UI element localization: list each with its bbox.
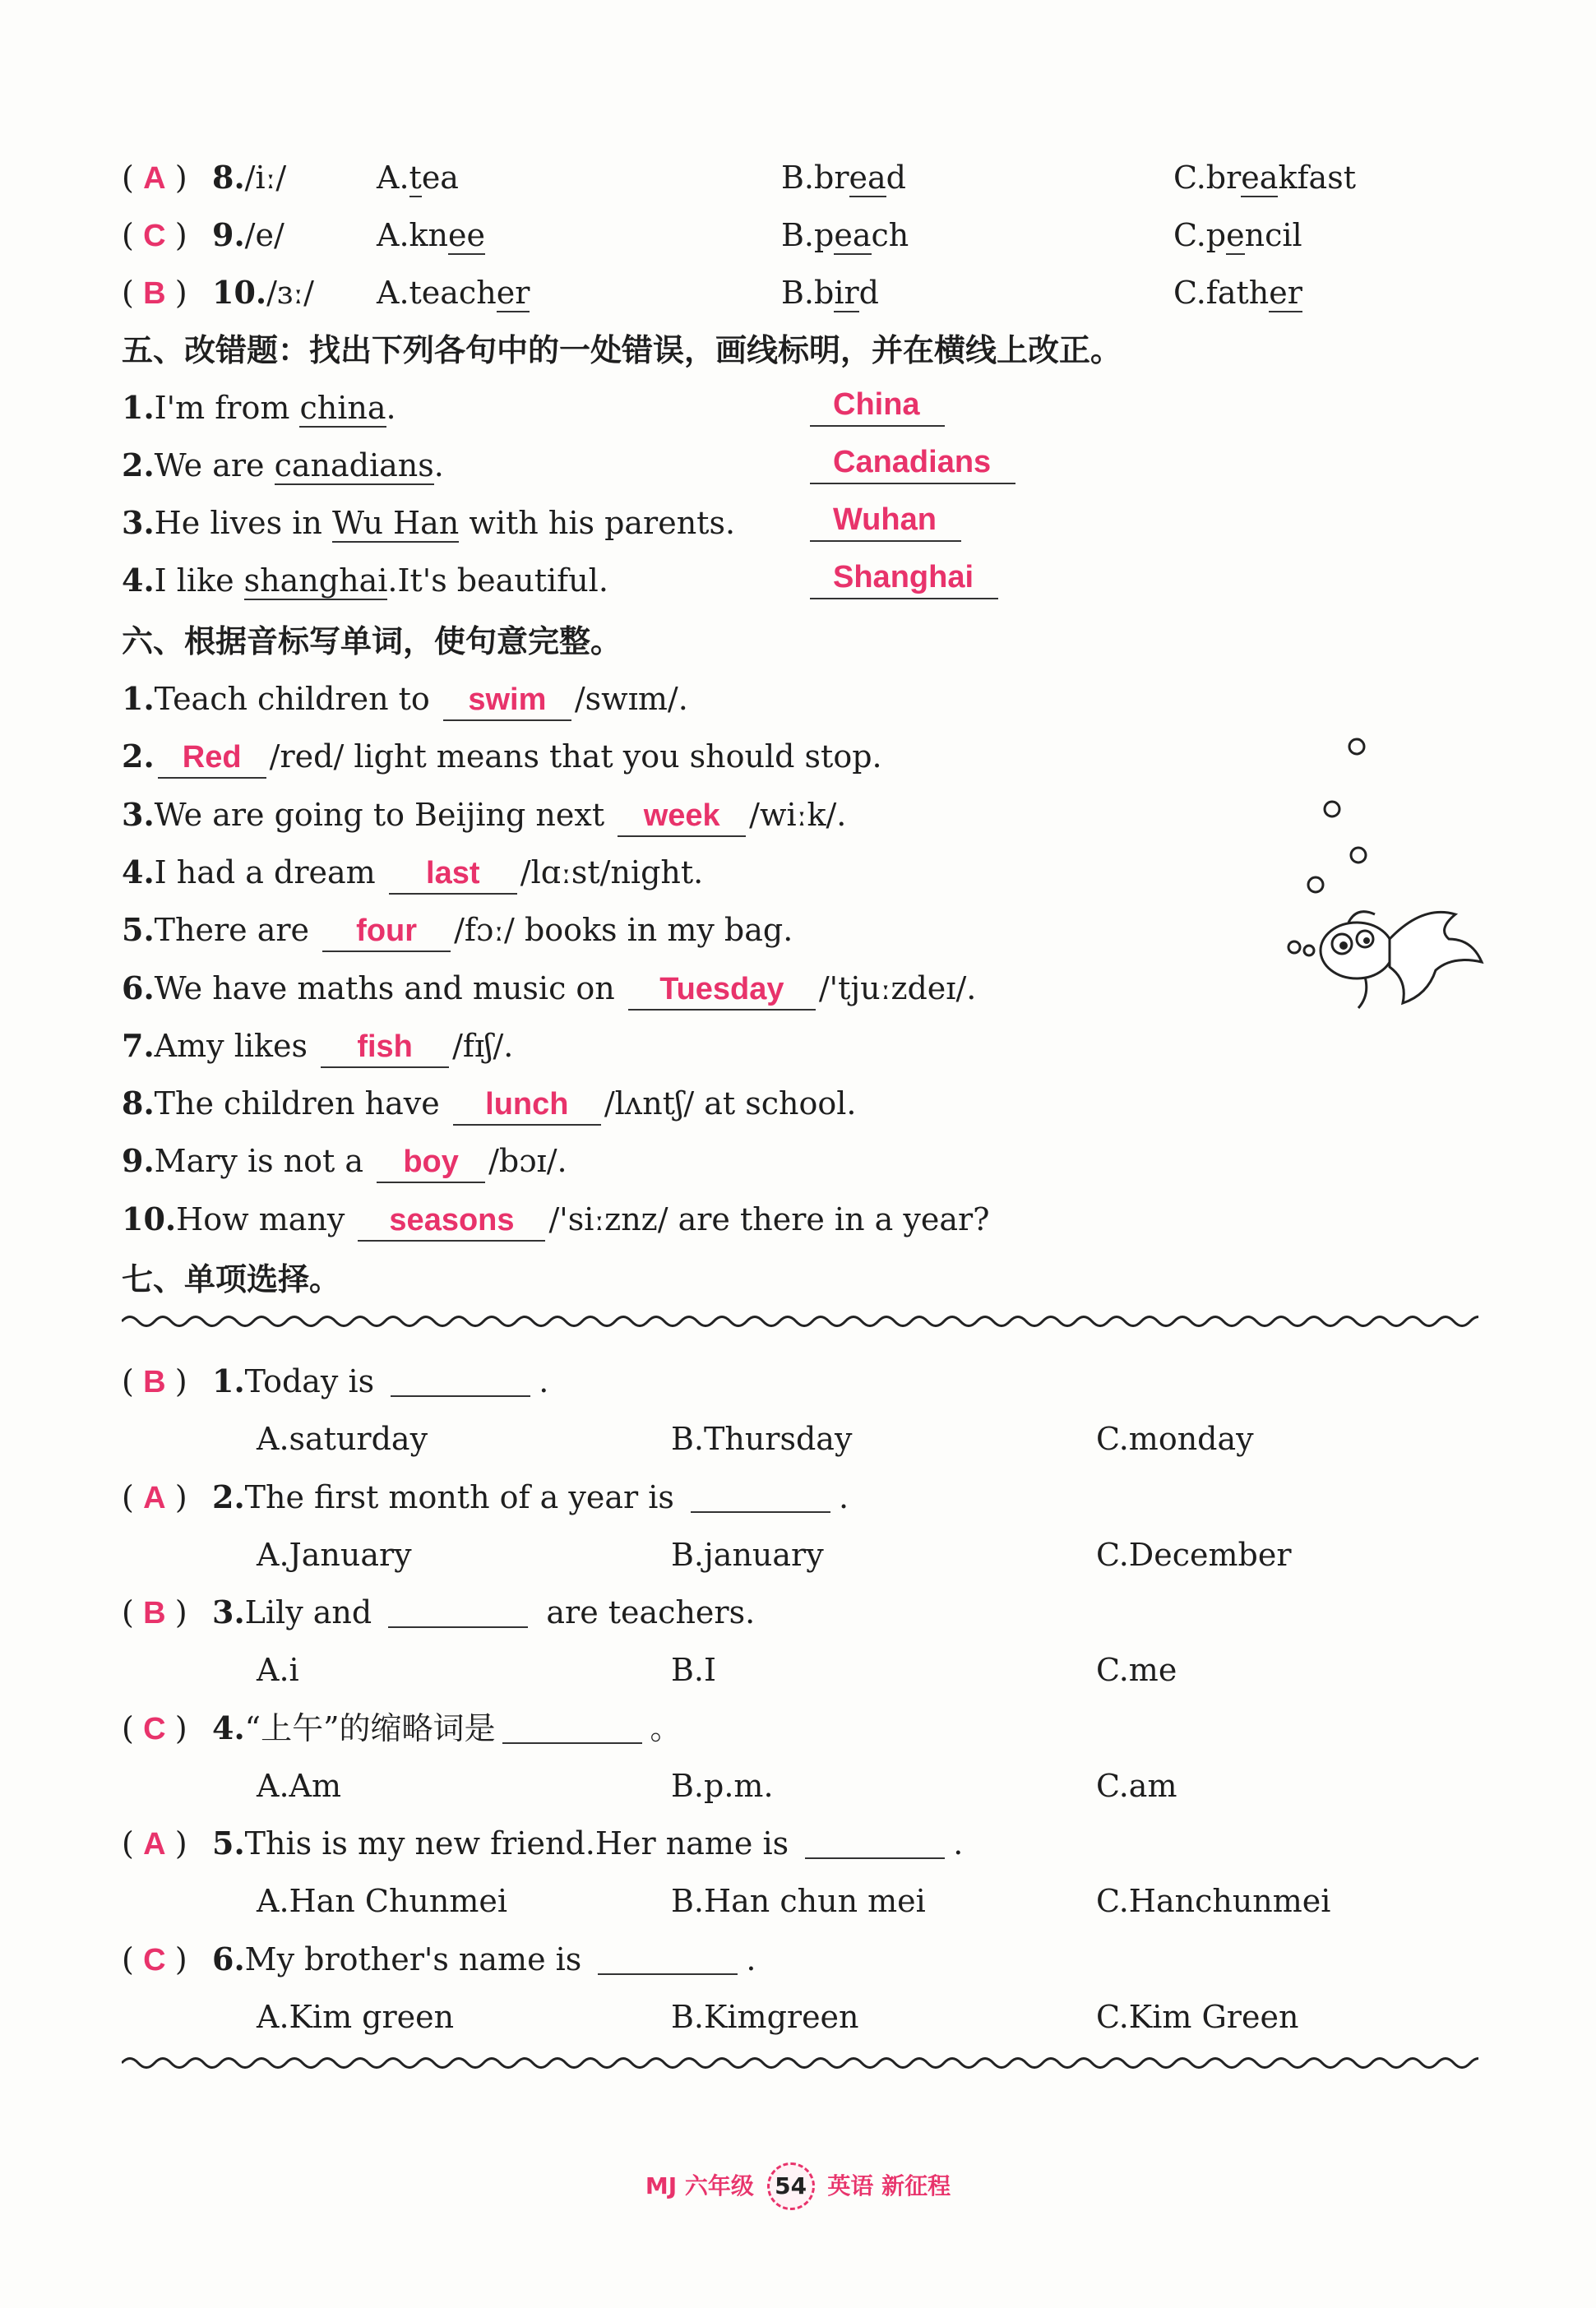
item-number: 6. xyxy=(122,969,155,1006)
underlined-letters: er xyxy=(496,275,530,311)
answer-letter: A xyxy=(143,161,166,196)
question-blank xyxy=(391,1362,530,1397)
question-number: 8. xyxy=(212,159,245,196)
question-text: “上午”的缩略词是 xyxy=(244,1709,496,1746)
phonics-option xyxy=(377,212,485,258)
error-underlined: china xyxy=(299,390,386,426)
answer-blank xyxy=(628,969,816,1011)
underlined-letters: ea xyxy=(1241,160,1279,196)
fill-item xyxy=(122,733,882,779)
choice-option: C.me xyxy=(1096,1652,1177,1688)
question-number: 4. xyxy=(212,1709,245,1746)
phonics-row xyxy=(122,270,314,317)
phonics-row xyxy=(122,155,286,201)
choice-question xyxy=(122,1589,755,1636)
paren-open: ( xyxy=(122,160,134,196)
choice-option: B.Han chun mei xyxy=(671,1883,926,1919)
answer-blank xyxy=(158,737,266,779)
item-number: 3. xyxy=(122,504,155,541)
sentence-text: /red/ light means that you should stop. xyxy=(269,738,882,775)
phonics-option xyxy=(1173,155,1356,201)
item-number: 2. xyxy=(122,446,155,483)
answer-bracket xyxy=(122,1589,212,1636)
fill-answer: fish xyxy=(357,1029,413,1064)
paren-close: ) xyxy=(174,1363,187,1399)
question-number: 2. xyxy=(212,1478,245,1515)
error-underlined: canadians xyxy=(274,447,434,483)
correction-line xyxy=(810,556,998,599)
sentence-text: He lives in xyxy=(154,505,332,541)
choice-question xyxy=(122,1820,963,1867)
fill-answer: boy xyxy=(403,1145,459,1180)
sentence-text: /'siːznz/ are there in a year? xyxy=(548,1200,990,1237)
paren-close: ) xyxy=(174,1825,187,1862)
item-number: 4. xyxy=(122,853,155,890)
paren-close: ) xyxy=(174,217,187,253)
choice-option: B.p.m. xyxy=(671,1767,774,1804)
phonetic-symbol: /ɜː/ xyxy=(266,275,314,311)
sentence-text: . xyxy=(386,390,396,426)
fill-item xyxy=(122,1196,990,1242)
answer-bracket xyxy=(122,155,212,201)
choice-option: C.monday xyxy=(1096,1421,1254,1457)
phonetic-symbol: /iː/ xyxy=(244,160,287,196)
answer-blank xyxy=(618,795,746,837)
phonetic-symbol: /e/ xyxy=(244,217,285,253)
correction-answer: Wuhan xyxy=(833,502,937,537)
error-underlined: Wu Han xyxy=(331,505,460,541)
correction-line xyxy=(810,383,945,427)
item-number: 8. xyxy=(122,1085,155,1122)
option-text: C.p xyxy=(1173,217,1227,253)
top-divider xyxy=(122,1309,1478,1334)
sentence-text: . xyxy=(433,447,444,483)
answer-letter: B xyxy=(143,276,166,311)
answer-blank xyxy=(377,1141,485,1183)
underlined-letters: er xyxy=(1269,275,1302,311)
choice-option: A.saturday xyxy=(257,1421,428,1457)
fill-item xyxy=(122,907,793,953)
answer-blank xyxy=(443,679,571,721)
underlined-letters: e xyxy=(1226,217,1245,253)
question-number: 3. xyxy=(212,1593,245,1630)
question-number: 10. xyxy=(212,274,267,311)
question-text: . xyxy=(953,1825,964,1862)
question-text: . xyxy=(539,1363,549,1399)
question-blank xyxy=(691,1478,830,1513)
answer-letter: C xyxy=(143,219,166,253)
sentence-text: Amy likes xyxy=(154,1027,318,1064)
option-text: d xyxy=(886,160,906,196)
fill-item xyxy=(122,676,688,722)
answer-letter: B xyxy=(143,1596,166,1630)
phonics-option xyxy=(377,270,530,316)
underlined-letters: ea xyxy=(834,217,872,253)
fill-answer: Tuesday xyxy=(659,971,784,1006)
footer-left: MJ 六年级 xyxy=(645,2172,754,2199)
choice-option: A.i xyxy=(257,1652,299,1688)
answer-bracket xyxy=(122,1936,212,1983)
answer-bracket xyxy=(122,1705,212,1752)
answer-bracket xyxy=(122,212,212,259)
correction-answer: China xyxy=(833,387,920,422)
choice-option: C.Kim Green xyxy=(1096,1998,1299,2035)
question-blank xyxy=(388,1593,528,1628)
sentence-text: We are going to Beijing next xyxy=(154,796,615,833)
sentence-text: How many xyxy=(176,1200,355,1237)
option-text: C.fath xyxy=(1173,275,1270,311)
bottom-divider xyxy=(122,2051,1478,2075)
goldfish-icon xyxy=(1266,724,1497,1020)
item-number: 5. xyxy=(122,911,155,949)
fill-item xyxy=(122,965,976,1011)
underlined-letters: ir xyxy=(834,275,859,311)
choice-option: C.December xyxy=(1096,1536,1292,1573)
paren-open: ( xyxy=(122,1825,134,1862)
question-text: 。 xyxy=(650,1709,682,1746)
paren-open: ( xyxy=(122,1709,134,1746)
item-number: 10. xyxy=(122,1200,177,1237)
section5-title: 五、改错题：找出下列各句中的一处错误，画线标明，并在横线上改正。 xyxy=(122,332,1122,368)
sentence-text: /'tjuːzdeɪ/. xyxy=(818,969,977,1006)
sentence-text: /fɔː/ books in my bag. xyxy=(454,912,793,949)
paren-close: ) xyxy=(174,1478,187,1515)
question-text: The first month of a year is xyxy=(244,1478,684,1515)
underlined-letters: ea xyxy=(849,160,886,196)
paren-open: ( xyxy=(122,1363,134,1399)
sentence-text: /wiːk/. xyxy=(749,796,847,833)
option-text: kfast xyxy=(1278,160,1356,196)
correction-item xyxy=(122,500,735,546)
sentence-text: .It's beautiful. xyxy=(387,562,608,599)
answer-letter: A xyxy=(143,1827,166,1862)
fill-answer: Red xyxy=(182,740,242,775)
sentence-text: I'm from xyxy=(154,390,300,426)
correction-item xyxy=(122,385,396,431)
answer-blank xyxy=(389,853,517,895)
paren-open: ( xyxy=(122,1478,134,1515)
underlined-letters: ee xyxy=(448,217,486,253)
answer-bracket xyxy=(122,1358,212,1405)
answer-letter: C xyxy=(143,1711,166,1746)
choice-option: B.january xyxy=(671,1536,824,1573)
paren-open: ( xyxy=(122,275,134,311)
answer-blank xyxy=(453,1084,601,1126)
option-text: B.p xyxy=(781,217,835,253)
question-text: . xyxy=(746,1940,756,1977)
choice-option: A.Han Chunmei xyxy=(257,1883,508,1919)
answer-blank xyxy=(358,1200,545,1242)
fill-answer: swim xyxy=(468,682,547,717)
section7-title: 七、单项选择。 xyxy=(122,1261,341,1297)
choice-question xyxy=(122,1358,548,1405)
choice-option: C.Hanchunmei xyxy=(1096,1883,1331,1919)
paren-open: ( xyxy=(122,1594,134,1630)
sentence-text: /lɑːst/night. xyxy=(520,853,704,890)
sentence-text: /fɪʃ/. xyxy=(452,1027,514,1064)
question-text: Lily and xyxy=(244,1594,382,1630)
option-text: C.br xyxy=(1173,160,1242,196)
question-blank xyxy=(598,1940,738,1975)
page-footer xyxy=(0,2162,1596,2210)
item-number: 2. xyxy=(122,738,155,775)
question-text: . xyxy=(838,1478,849,1515)
correction-answer: Canadians xyxy=(833,445,992,479)
sentence-text: /lʌntʃ/ at school. xyxy=(604,1085,857,1122)
fill-item xyxy=(122,792,846,838)
answer-bracket xyxy=(122,270,212,317)
underlined-letters: t xyxy=(409,160,422,196)
correction-line xyxy=(810,498,961,542)
choice-option: C.am xyxy=(1096,1767,1177,1804)
choice-question xyxy=(122,1474,849,1521)
question-number: 5. xyxy=(212,1825,245,1862)
paren-close: ) xyxy=(174,160,187,196)
sentence-text: We are xyxy=(154,447,275,483)
item-number: 3. xyxy=(122,795,155,833)
sentence-text: /swɪm/. xyxy=(574,681,688,717)
question-text: This is my new friend.Her name is xyxy=(244,1825,799,1862)
answer-letter: C xyxy=(143,1942,166,1977)
correction-line xyxy=(810,441,1015,484)
error-underlined: shanghai xyxy=(243,562,388,599)
fill-item xyxy=(122,849,703,895)
correction-answer: Shanghai xyxy=(833,560,974,594)
answer-bracket xyxy=(122,1820,212,1867)
question-blank xyxy=(502,1709,642,1744)
answer-letter: A xyxy=(143,1480,166,1515)
fill-answer: lunch xyxy=(485,1087,569,1122)
choice-question xyxy=(122,1705,682,1752)
sentence-text: The children have xyxy=(154,1085,450,1122)
sentence-text: I had a dream xyxy=(154,853,386,890)
fill-item xyxy=(122,1138,567,1184)
paren-open: ( xyxy=(122,1940,134,1977)
section6-title: 六、根据音标写单词，使句意完整。 xyxy=(122,623,622,659)
sentence-text: with his parents. xyxy=(459,505,736,541)
item-number: 4. xyxy=(122,562,155,599)
fill-answer: seasons xyxy=(389,1202,515,1237)
answer-blank xyxy=(322,910,451,952)
phonics-row xyxy=(122,212,285,259)
footer-right: 英语 新征程 xyxy=(827,2172,951,2199)
item-number: 1. xyxy=(122,680,155,717)
question-number: 9. xyxy=(212,216,245,253)
item-number: 1. xyxy=(122,389,155,426)
item-number: 9. xyxy=(122,1142,155,1180)
phonics-option xyxy=(377,155,459,201)
sentence-text: There are xyxy=(154,912,320,949)
fill-answer: four xyxy=(356,913,418,949)
phonics-option xyxy=(781,155,906,201)
paren-close: ) xyxy=(174,1940,187,1977)
answer-letter: B xyxy=(143,1365,166,1399)
question-text: are teachers. xyxy=(536,1594,756,1630)
fill-item xyxy=(122,1023,513,1069)
choice-option: A.Am xyxy=(257,1767,341,1804)
fill-item xyxy=(122,1080,856,1126)
page-number: 54 xyxy=(767,2162,815,2210)
option-text: A.kn xyxy=(377,217,449,253)
sentence-text: /bɔɪ/. xyxy=(488,1143,567,1180)
option-text: B.b xyxy=(781,275,835,311)
choice-option: A.January xyxy=(257,1536,412,1573)
item-number: 7. xyxy=(122,1026,155,1064)
phonics-option xyxy=(1173,270,1302,316)
correction-item xyxy=(122,557,608,604)
answer-bracket xyxy=(122,1474,212,1521)
option-text: A. xyxy=(377,160,409,196)
question-text: Today is xyxy=(244,1363,385,1399)
phonics-option xyxy=(781,212,909,258)
option-text: B.br xyxy=(781,160,849,196)
sentence-text: Mary is not a xyxy=(154,1143,374,1180)
option-text: ncil xyxy=(1244,217,1302,253)
fill-answer: last xyxy=(426,855,480,890)
paren-close: ) xyxy=(174,275,187,311)
option-text: d xyxy=(858,275,879,311)
sentence-text: Teach children to xyxy=(154,681,440,717)
paren-close: ) xyxy=(174,1709,187,1746)
question-number: 6. xyxy=(212,1940,245,1977)
choice-question xyxy=(122,1936,756,1983)
choice-option: B.Kimgreen xyxy=(671,1998,859,2035)
question-text: My brother's name is xyxy=(244,1940,592,1977)
choice-option: B.Thursday xyxy=(671,1421,853,1457)
sentence-text: I like xyxy=(154,562,244,599)
question-number: 1. xyxy=(212,1362,245,1399)
option-text: ea xyxy=(421,160,459,196)
choice-option: B.I xyxy=(671,1652,717,1688)
option-text: ch xyxy=(871,217,909,253)
fill-answer: week xyxy=(643,798,720,833)
paren-open: ( xyxy=(122,217,134,253)
phonics-option xyxy=(1173,212,1302,258)
paren-close: ) xyxy=(174,1594,187,1630)
answer-blank xyxy=(321,1026,449,1068)
sentence-text: We have maths and music on xyxy=(154,969,625,1006)
choice-option: A.Kim green xyxy=(257,1998,455,2035)
option-text: A.teach xyxy=(377,275,497,311)
correction-item xyxy=(122,442,444,488)
question-blank xyxy=(805,1825,945,1859)
phonics-option xyxy=(781,270,879,316)
